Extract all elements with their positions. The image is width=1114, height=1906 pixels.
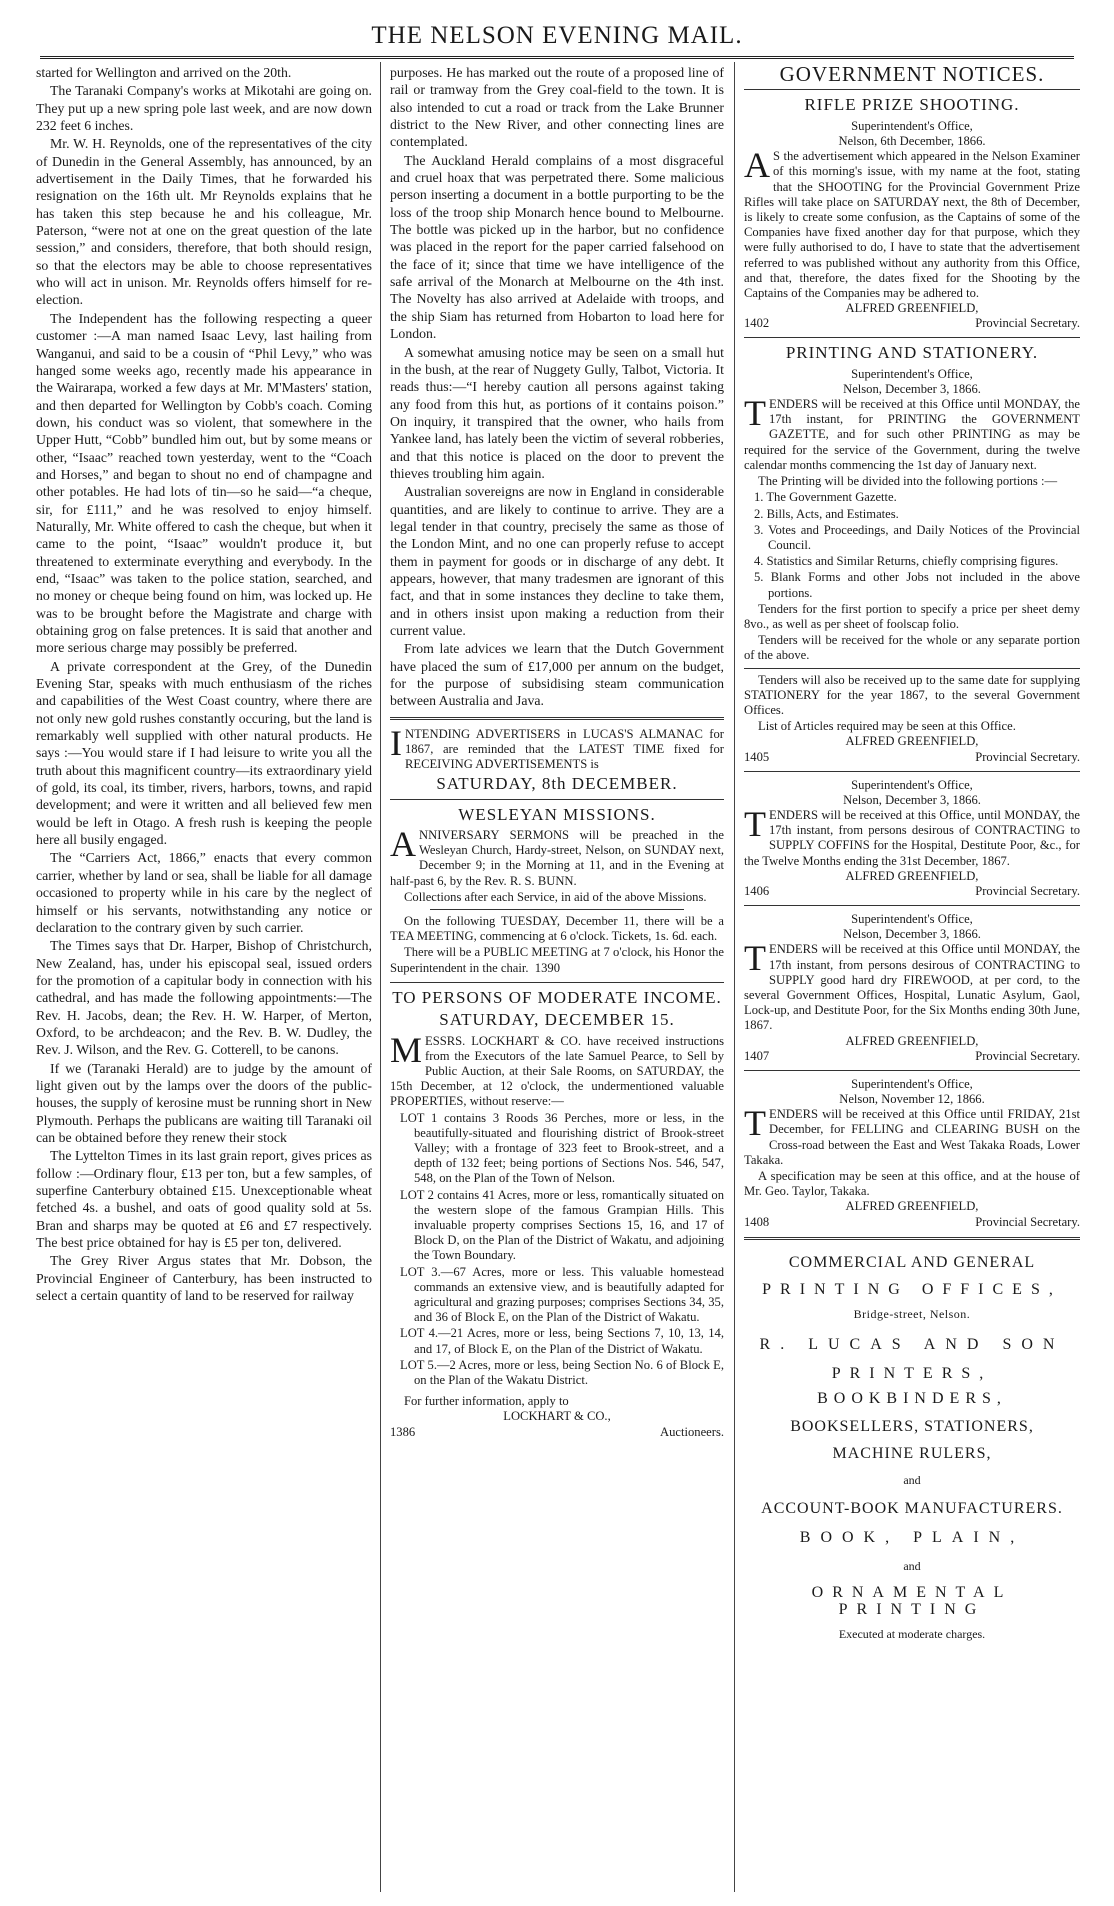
advert-line: PRINTING OFFICES, (762, 1280, 1062, 1298)
short-divider (430, 909, 684, 910)
firewood-tender-notice (744, 912, 1080, 1064)
notice-text: The Printing will be divided into the following portions :— (758, 474, 1058, 489)
ad-number: 1386 (390, 1424, 416, 1439)
news-paragraph: The Times says that Dr. Harper, Bishop of Christchurch, New Zealand, has, under his episcopal seal, issued orders for the promotion of a capitular body in connection with his cathedral, and has made the following appointments:—The Rev. H. Jacobs, dean; the Rev. H. W. Harper, of Merton, Oxford, to be archdeacon; and the Rev. B. W. Dudley, the Rev. J. Wilson, and the Rev. G. Cotterell, to be canons. (36, 938, 372, 1058)
signer-title: Provincial Secretary. (975, 1048, 1080, 1063)
notice-text: Tenders for the first portion to specify a price per sheet demy 8vo., as well as per sheet of foolscap folio. (744, 601, 1080, 631)
drop-cap: T (744, 393, 766, 434)
lot-item: LOT 2 contains 41 Acres, more or less, romantically situated on the western slope of the famous Grampian Hills. This invaluable property comprises Sections 15, 16, and 17 of Block D, on the Plan of the District of Wakatu, and adjoining the Town Boundary. (400, 1187, 724, 1263)
notice-text: Tenders will be received for the whole or any separate portion of the above. (744, 633, 1080, 663)
list-item: 5. Blank Forms and other Jobs not included in the above portions. (754, 570, 1080, 600)
lucas-almanac-notice (390, 722, 724, 794)
auctioneer-role: Auctioneers. (660, 1424, 724, 1439)
column-divider (380, 62, 381, 1892)
news-paragraph: From late advices we learn that the Dutch Government have placed the sum of £17,000 per annum on the budget, for the purpose of subsidising steam communication between Australia and Java. (390, 641, 724, 709)
section-divider (390, 799, 724, 800)
news-paragraph: A somewhat amusing notice may be seen on a small hut in the bush, at the rear of Nuggety Gully, Talbot, Victoria. It reads thus:—“I hereby caution all persons against taking any food from this hut, as portions of it contains poison.” On inquiry, it transpired that the owner, who hails from Yankee land, has lately been the victim of several robberies, and that this notice is placed on the door to prevent the thieves troubling him again. (390, 344, 724, 481)
advert-line: BOOKSELLERS, STATIONERS, (790, 1417, 1034, 1435)
notice-text: ENDERS will be received at this Office until MONDAY, the 17th instant, for PRINTING the GOVERNMENT GAZETTE, and for such other PRINTING as may be required for the service of the Government, during the twelve calendar months commencing the 1st day of January next. (744, 397, 1080, 472)
news-paragraph: The Independent has the following respecting a queer customer :—A man named Isaac Levy, last hailing from Wanganui, and said to be a cousin of “Phil Levy,” who was hanged some weeks ago, recently made his appearance in the Wairarapa, worked a few days at Mr. M'Masters' station, and then departed for Wellington by Cobb's coach. Coming down, his conduct was so violent, that somewhere in the Upper Hutt, “Cobb” bundled him out, but by some means or other, “Isaac” reached town yesterday, went to the “Coach and Horses,” and began to shout no end of champagne and other potables. He had lots of tin—so he said—“a cheque, sir, for £111,” and he was resolved to enjoy himself. Naturally, Mr. White offered to cash the cheque, but when it came to the point, “Isaac” wouldn't produce it, but threatened to exterminate everything and everybody. In the end, “Isaac” was taken to the police station, searched, and no money or cheque being found on him, was locked up. He was to be brought before the Magistrate and charge with obtaining grog on false pretences. It is said that another and more serious charge may possibly be preferred. (36, 310, 372, 656)
notice-heading: TO PERSONS OF MODERATE INCOME. (392, 987, 722, 1007)
felling-tender-notice (744, 1077, 1080, 1230)
notice-date: SATURDAY, DECEMBER 15. (439, 1010, 675, 1030)
list-item: 4. Statistics and Similar Returns, chiefly comprising figures. (754, 554, 1059, 569)
notice-text: NTENDING ADVERTISERS in LUCAS'S ALMANAC for 1867, are reminded that the LATEST TIME fixed for RECEIVING ADVERTISEMENTS is (405, 726, 724, 772)
notice-text: ENDERS will be received at this Office until FRIDAY, 21st December, for FELLING and CLEARING BUSH on the Cross-road between the East and West Takaka Roads, Lower Takaka. (744, 1107, 1080, 1167)
ad-number: 1406 (744, 883, 770, 898)
dateline: Nelson, December 3, 1866. (843, 381, 981, 396)
ad-number: 1408 (744, 1214, 770, 1229)
column-news-1 (36, 64, 372, 1894)
notice-text: ENDERS will be received at this Office until MONDAY, the 17th instant, from persons desirous of CONTRACTING to SUPPLY good hard dry FIREWOOD, at per cord, to the several Government Offices, Hospital, Lunatic Asylum, Gaol, Lock-up, and Destitute Poor, for the Six Months ending 30th June, 1867. (744, 942, 1080, 1033)
advert-and: and (903, 1559, 921, 1574)
signer-title: Provincial Secretary. (975, 883, 1080, 898)
rifle-prize-notice (744, 96, 1080, 331)
notice-date: SATURDAY, 8th DECEMBER. (436, 774, 678, 794)
section-divider (744, 89, 1080, 90)
notice-text (390, 945, 724, 975)
section-divider (744, 905, 1080, 906)
advert-line: BOOK, PLAIN, (799, 1529, 1025, 1547)
notice-text: S the advertisement which appeared in the Nelson Examiner of this morning's issue, with my name at the foot, stating that the SHOOTING for the Provincial Government Prize Rifles will take place on SATURDAY next, the 8th of December, is likely to create some confusion, as the Captains of some of the Companies have fixed another day for that purpose, which they were fully authorised to do, I have to state that the advertisement referred to was published without any authority from this Office, and that, therefore, the dates fixed for the Shooting by the Captains of the Companies may be adhered to. (744, 149, 1080, 300)
government-notices-heading: GOVERNMENT NOTICES. (779, 64, 1045, 86)
signer-title: Provincial Secretary. (975, 316, 1080, 331)
signer-name: ALFRED GREENFIELD, (845, 734, 979, 749)
notice-text: NNIVERSARY SERMONS will be preached in the Wesleyan Church, Hardy-street, Nelson, on SUNDAY next, December 9; in the Morning at 11, and in the Evening at half-past 6, by the Rev. R. S. BUNN. (390, 828, 724, 888)
notice-heading: RIFLE PRIZE SHOOTING. (804, 95, 1020, 115)
news-paragraph: Mr. W. H. Reynolds, one of the representatives of the city of Dunedin in the General Assembly, has announced, by an advertisement in the Daily Times, that he forwarded his resignation on the 16th ult. Mr Reynolds explains that he has taken this step because he and his colleague, Mr. Paterson, “were not at one on the great question of the late session,” and considers, therefore, that both should resign, so that the electors may be able to choose representatives who will act in unison. Mr. Reynolds offers himself for re-election. (36, 136, 372, 308)
office-line: Superintendent's Office, (851, 118, 973, 133)
notice-text-public: There will be a PUBLIC MEETING at 7 o'clock, his Honor the Superintendent in the chair. (390, 945, 724, 975)
ad-number: 1402 (744, 316, 770, 331)
ad-number: 1405 (744, 749, 770, 764)
drop-cap: M (390, 1029, 423, 1070)
signer-name: ALFRED GREENFIELD, (845, 301, 979, 316)
signer-title: Provincial Secretary. (975, 1214, 1080, 1229)
news-paragraph: The Grey River Argus states that Mr. Dobson, the Provincial Engineer of Canterbury, has been instructed to select a certain quantity of land to be reserved for railway (36, 1253, 372, 1304)
notice-text: ENDERS will be received at this Office, until MONDAY, the 17th instant, from persons desirous of CONTRACTING to SUPPLY COFFINS for the Hospital, Destitute Poor, &c., for the Twelve Months ending the 31st December, 1867. (744, 807, 1080, 868)
notice-text: ESSRS. LOCKHART & CO. have received instructions from the Executors of the late Samuel Pearce, to Sell by Public Auction, at their Sale Rooms, on SATURDAY, the 15th December, at 12 o'clock, the undermentioned valuable PROPERTIES, without reserve:— (390, 1033, 724, 1109)
advert-line: ACCOUNT-BOOK MANUFACTURERS. (761, 1499, 1063, 1517)
advert-line: ORNAMENTAL PRINTING (811, 1583, 1013, 1619)
advert-and: and (903, 1473, 921, 1488)
drop-cap: I (390, 722, 402, 763)
office-line: Superintendent's Office, (851, 366, 973, 381)
section-divider (390, 717, 724, 720)
drop-cap: T (744, 803, 766, 844)
masthead-rule (40, 56, 1074, 60)
section-divider (744, 1237, 1080, 1240)
advert-line: MACHINE RULERS, (832, 1445, 992, 1463)
lot-item: LOT 5.—2 Acres, more or less, being Section No. 6 of Block E, on the Plan of the Wakatu District. (400, 1357, 724, 1387)
auction-notice (390, 989, 724, 1440)
section-divider (390, 982, 724, 983)
news-paragraph: purposes. He has marked out the route of a proposed line of rail or tramway from the Grey coal-field to the town. It is also intended to cut a road or track from the Lake Brunner district to the New River, and other connecting lines are contemplated. (390, 65, 724, 150)
dateline: Nelson, November 12, 1866. (839, 1092, 985, 1106)
drop-cap: A (744, 145, 770, 186)
section-divider (744, 1070, 1080, 1071)
section-divider (744, 337, 1080, 338)
news-paragraph: The Auckland Herald complains of a most disgraceful and cruel hoax that was perpetrated there. Some malicious person inserting a document in a bottle purporting to be the loss of the troop ship Monarch hence bound to Melbourne. The bottle was picked up in the harbor, but no confidence was placed in the report for the paper carried falsehood on the face of it; since that time we have intelligence of the safe arrival of the Monarch at Melbourne on the 4th inst. The Novelty has also arrived at Adelaide with troops, and the ship Siam has returned from Hobarton to load here for London. (390, 152, 724, 342)
notice-text: Tenders will also be received up to the same date for supplying STATIONERY for the year 1867, to the several Government Offices. (744, 672, 1080, 717)
notice-text: List of Articles required may be seen at this Office. (758, 719, 1016, 734)
short-divider (744, 668, 1080, 669)
newspaper-masthead: THE NELSON EVENING MAIL. (371, 22, 743, 49)
advert-footer: Executed at moderate charges. (838, 1627, 986, 1642)
drop-cap: T (744, 938, 766, 979)
lot-item: LOT 1 contains 3 Roods 36 Perches, more or less, in the beautifully-situated and flourishing district of Brook-street Valley; with a frontage of 323 feet to Brook-street, and a depth of 132 feet; being portions of Sections Nos. 546, 547, 548, on the Plan of the Town of Nelson. (400, 1110, 724, 1186)
advert-firm: R. LUCAS AND SON (759, 1335, 1065, 1353)
notice-text: A specification may be seen at this office, and at the house of Mr. Geo. Taylor, Takaka. (744, 1169, 1080, 1199)
lucas-printing-advert (744, 1254, 1080, 1644)
signer-name: ALFRED GREENFIELD, (845, 868, 979, 883)
news-paragraph: started for Wellington and arrived on the 20th. (36, 65, 292, 80)
notice-text: Collections after each Service, in aid of the above Missions. (404, 889, 707, 904)
list-item: 3. Votes and Proceedings, and Daily Notices of the Provincial Council. (754, 522, 1080, 552)
signer-title: Provincial Secretary. (975, 749, 1080, 764)
drop-cap: T (744, 1103, 766, 1144)
dateline: Nelson, 6th December, 1866. (838, 133, 986, 148)
list-item: 1. The Government Gazette. (754, 490, 897, 505)
printing-stationery-notice (744, 344, 1080, 764)
news-paragraph: The “Carriers Act, 1866,” enacts that every common carrier, whether by land or sea, shall be liable for all damage occasioned to property while in his care by the neglect of himself or his servants, notwithstanding any notice or declaration to the contrary given by such carrier. (36, 850, 372, 935)
advert-address: Bridge-street, Nelson. (853, 1307, 971, 1322)
news-paragraph: The Lyttelton Times in its last grain report, gives prices as follow :—Ordinary flour, £13 per ton, but a few samples, of superfine Canterbury obtained £15. Unexceptionable wheat fetched 4s. a bushel, and oats of good quality sold at 5s. Bran and sharps may be quoted at £6 and £7 respectively. The best price obtained for hay is £5 per ton, delivered. (36, 1148, 372, 1251)
news-paragraph: A private correspondent at the Grey, of the Dunedin Evening Star, speaks with much enthusiasm of the riches and capabilities of the West Coast country, where there are not only new gold rushes constantly occuring, but the land is remarkably well supplied with other natural products. He says :—You would stare if I had leisure to write you all the truth about this magnificent country—its extraordinary yield of gold, its coal, its timber, rivers, harbors, towns, and rapid development; and were it written and all believed few men would be left in Otago. A fresh rush is keeping the people here all busily engaged. (36, 658, 372, 848)
news-paragraph: The Taranaki Company's works at Mikotahi are going on. They put up a new spring pole last week, and are now down 232 feet 6 inches. (36, 83, 372, 134)
office-line: Superintendent's Office, (851, 1076, 973, 1091)
auctioneer-name: LOCKHART & CO., (503, 1409, 611, 1424)
signer-name: ALFRED GREENFIELD, (845, 1033, 979, 1048)
lot-item: LOT 4.—21 Acres, more or less, being Sections 7, 10, 13, 14, and 17, of Block E, on the Plan of the District of Wakatu. (400, 1326, 724, 1356)
news-paragraph: If we (Taranaki Herald) are to judge by the amount of light given out by the lamps over the doors of the public-houses, the supply of kerosine must be running short in New Plymouth. Perhaps the publicans are waiting till Taranaki oil can be obtained before they renew their stock (36, 1060, 372, 1145)
notice-heading: WESLEYAN MISSIONS. (458, 804, 656, 824)
notice-text: On the following TUESDAY, December 11, there will be a TEA MEETING, commencing at 6 o'clock. Tickets, 1s. 6d. each. (390, 914, 724, 944)
office-line: Superintendent's Office, (851, 911, 973, 926)
ad-number: 1390 (534, 960, 560, 975)
advert-line: COMMERCIAL AND GENERAL (788, 1253, 1036, 1271)
ad-number: 1407 (744, 1048, 770, 1063)
advert-line: BOOKBINDERS, (817, 1390, 1007, 1408)
dateline: Nelson, December 3, 1866. (843, 792, 981, 807)
list-item: 2. Bills, Acts, and Estimates. (754, 506, 899, 521)
drop-cap: A (390, 824, 416, 865)
dateline: Nelson, December 3, 1866. (843, 927, 981, 942)
lot-item: LOT 3.—67 Acres, more or less. This valuable homestead commands an extensive view, and is beautifully adapted for agricultural and grazing purposes; comprises Sections 34, 35, and 36 of Block E, on the Plan of the District of Wakatu. (400, 1264, 724, 1325)
wesleyan-missions-notice (390, 806, 724, 976)
signer-name: ALFRED GREENFIELD, (845, 1199, 979, 1214)
section-divider (744, 771, 1080, 772)
news-paragraph: Australian sovereigns are now in England in considerable quantities, and are likely to continue to arrive. They are a legal tender in that country, precisely the same as those of the London Mint, and no one can properly refuse to accept them in payment for goods or in discharge of any debt. It appears, however, that many tradesmen are ignorant of this fact, and that in some instances they decline to take them, and in others insist upon making a reduction from their current value. (390, 484, 724, 638)
advert-line: PRINTERS, (831, 1365, 993, 1382)
coffins-tender-notice (744, 778, 1080, 899)
column-notices (744, 64, 1080, 1894)
office-line: Superintendent's Office, (851, 777, 973, 792)
notice-heading: PRINTING AND STATIONERY. (785, 343, 1039, 363)
notice-text: For further information, apply to (404, 1394, 569, 1409)
column-divider (734, 62, 735, 1892)
column-news-2 (390, 64, 724, 1894)
